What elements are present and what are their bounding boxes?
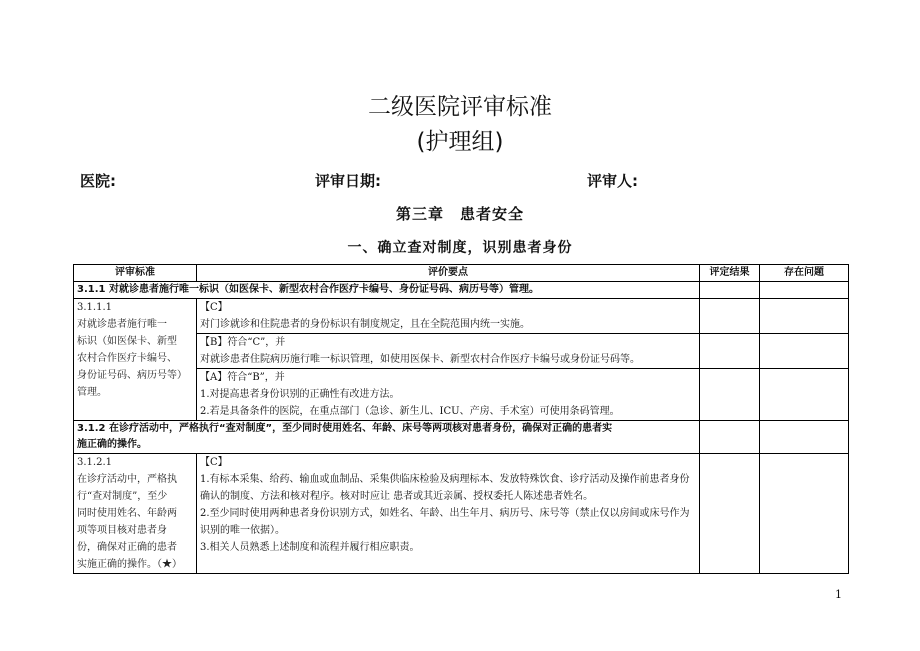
header-result: 评定结果 bbox=[700, 265, 760, 282]
standard-text-line: 份，确保对正确的患者 bbox=[77, 542, 177, 553]
table-row bbox=[74, 454, 849, 574]
grade-c-text: 对门诊就诊和住院患者的身份标识有制度规定，且在全院范围内统一实施。 bbox=[200, 319, 530, 330]
page-number: 1 bbox=[835, 588, 842, 601]
grade-c-tag: 【C】 bbox=[200, 302, 228, 313]
section-title-line: 3.1.2 在诊疗活动中，严格执行“查对制度”，至少同时使用姓名、年龄、床号等两项核对患者身份，确保对正确的患者实 bbox=[77, 423, 613, 434]
result-cell bbox=[700, 282, 760, 299]
grade-c-cell bbox=[197, 299, 700, 334]
result-cell bbox=[700, 334, 760, 369]
hospital-label: 医院: bbox=[80, 172, 116, 190]
reviewer-label: 评审人: bbox=[587, 172, 638, 190]
result-cell bbox=[700, 421, 760, 454]
standard-cell-3-1-2-1 bbox=[74, 454, 197, 574]
issues-cell bbox=[760, 421, 849, 454]
standard-code: 3.1.2.1 bbox=[77, 457, 112, 468]
grade-c-item-1: 1.有标本采集、给药、输血或血制品、采集供临床检验及病理标本、发放特殊饮食、诊疗活动及操作前患者身份确认的制度、方法和核对程序。核对时应让 患者或其近亲属、授权委托人陈述患者姓名。 bbox=[200, 474, 690, 502]
table-row bbox=[74, 299, 849, 334]
standard-text-line: 农村合作医疗卡编号、 bbox=[77, 353, 177, 364]
issues-cell bbox=[760, 454, 849, 574]
document-title: 二级医院评审标准 bbox=[368, 94, 552, 120]
standard-text-line: 标识（如医保卡、新型 bbox=[77, 336, 177, 347]
standard-cell-3-1-1-1 bbox=[74, 299, 197, 421]
review-date-label: 评审日期: bbox=[315, 172, 381, 190]
header-key-points: 评价要点 bbox=[197, 265, 700, 282]
section-title-3-1-2 bbox=[74, 421, 700, 454]
grade-a-cell bbox=[197, 369, 700, 421]
standard-text-line: 身份证号码、病历号等） bbox=[77, 370, 187, 381]
standard-text-line: 实施正确的操作。（★） bbox=[77, 559, 182, 570]
result-cell bbox=[700, 369, 760, 421]
header-issues: 存在问题 bbox=[760, 265, 849, 282]
section-row-3-1-2 bbox=[74, 421, 849, 454]
standards-table bbox=[73, 264, 849, 574]
standard-code: 3.1.1.1 bbox=[77, 302, 112, 313]
result-cell bbox=[700, 299, 760, 334]
issues-cell bbox=[760, 282, 849, 299]
grade-a-item-1: 1.对提高患者身份识别的正确性有改进方法。 bbox=[200, 389, 400, 400]
issues-cell bbox=[760, 299, 849, 334]
grade-b-text: 对就诊患者住院病历施行唯一标识管理，如使用医保卡、新型农村合作医疗卡编号或身份证号码等。 bbox=[200, 354, 640, 365]
section-title-line: 施正确的操作。 bbox=[77, 439, 147, 450]
section-heading: 一、确立查对制度，识别患者身份 bbox=[347, 240, 573, 256]
section-row-3-1-1 bbox=[74, 282, 849, 299]
document-subtitle: (护理组) bbox=[416, 129, 504, 155]
standard-text-line: 同时使用姓名、年龄两 bbox=[77, 508, 177, 519]
grade-c-tag: 【C】 bbox=[200, 457, 228, 468]
standard-text-line: 项等项目核对患者身 bbox=[77, 525, 167, 536]
grade-a-tag: 【A】符合“B”，并 bbox=[200, 372, 285, 383]
grade-b-cell bbox=[197, 334, 700, 369]
standard-text-line: 对就诊患者施行唯一 bbox=[77, 319, 167, 330]
header-standard: 评审标准 bbox=[74, 265, 197, 282]
table-header-row bbox=[74, 265, 849, 282]
issues-cell bbox=[760, 369, 849, 421]
grade-a-item-2: 2.若是具备条件的医院，在重点部门（急诊、新生儿、ICU、产房、手术室）可使用条码管理。 bbox=[200, 406, 620, 417]
grade-c-cell bbox=[197, 454, 700, 574]
grade-c-item-3: 3.相关人员熟悉上述制度和流程并履行相应职责。 bbox=[200, 542, 420, 553]
standard-text-line: 在诊疗活动中，严格执 bbox=[77, 474, 177, 485]
grade-b-tag: 【B】符合“C”，并 bbox=[200, 337, 286, 348]
standard-text-line: 行“查对制度”，至少 bbox=[77, 491, 168, 502]
grade-c-item-2: 2.至少同时使用两种患者身份识别方式，如姓名、年龄、出生年月、病历号、床号等（禁止仅以房间或床号作为识别的唯一依据）。 bbox=[200, 508, 690, 536]
standard-text-line: 管理。 bbox=[77, 387, 107, 398]
result-cell bbox=[700, 454, 760, 574]
issues-cell bbox=[760, 334, 849, 369]
chapter-heading: 第三章 患者安全 bbox=[395, 205, 524, 223]
section-title-3-1-1: 3.1.1 对就诊患者施行唯一标识（如医保卡、新型农村合作医疗卡编号、身份证号码、病历号等）管理。 bbox=[74, 282, 700, 299]
